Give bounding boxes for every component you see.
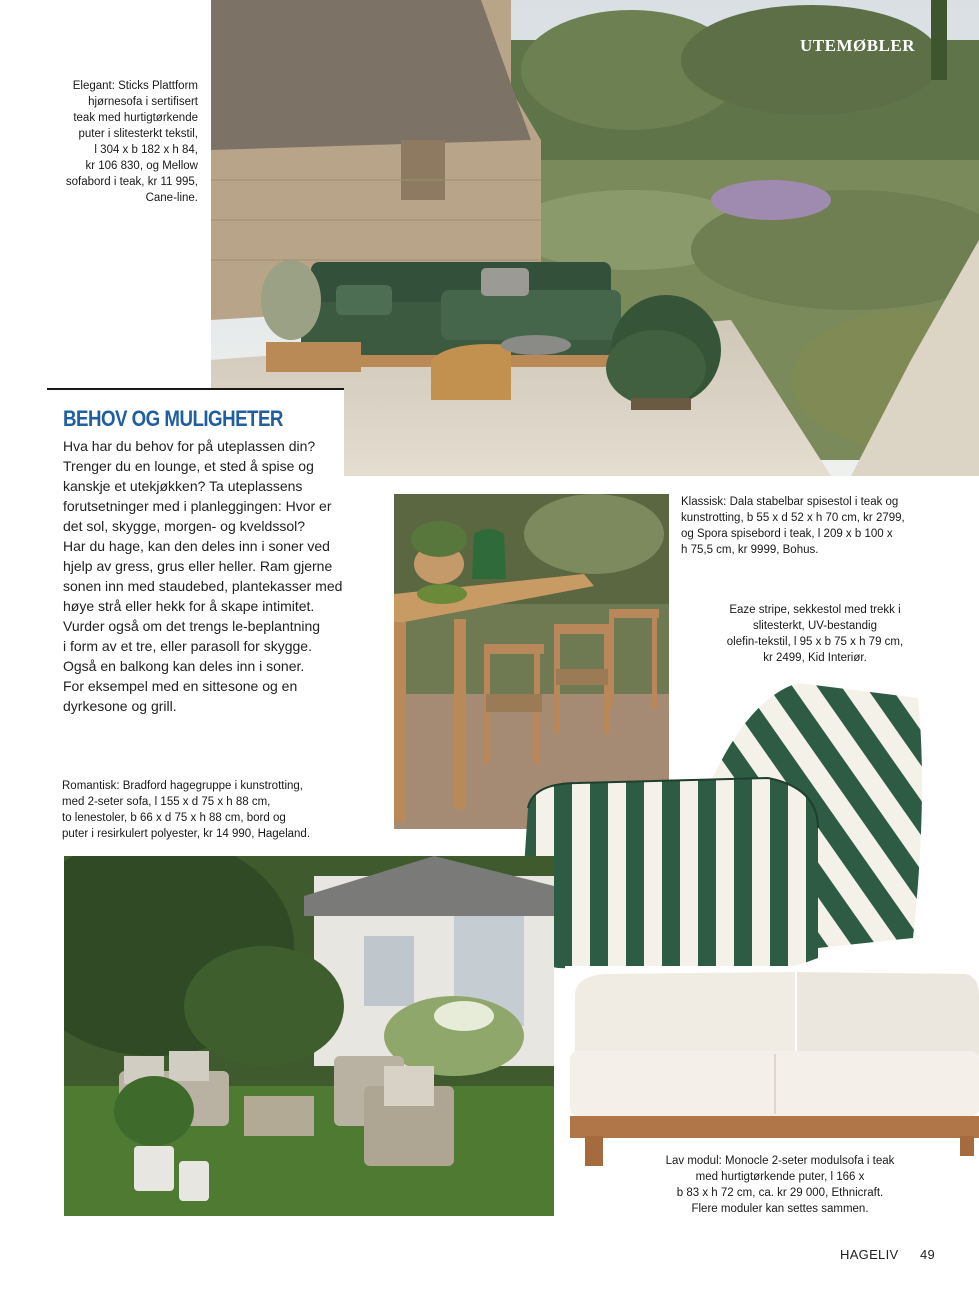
caption-line: slitesterkt, UV-bestandig bbox=[752, 620, 877, 632]
caption-line: sofabord i teak, kr 11 995, bbox=[65, 176, 198, 188]
caption-line: Eaze stripe, sekkestol med trekk i bbox=[729, 604, 901, 616]
article-line: det sol, skygge, morgen- og kveldssol? bbox=[63, 518, 306, 534]
caption-eaze bbox=[680, 602, 950, 666]
caption-line: Elegant: Sticks Plattform bbox=[72, 80, 198, 92]
article-line: Hva har du behov for på uteplassen din? bbox=[63, 438, 316, 454]
section-label: UTEMØBLER bbox=[800, 36, 916, 55]
article-heading: BEHOV OG MULIGHETER bbox=[63, 406, 283, 431]
caption-line: Lav modul: Monocle 2-seter modulsofa i teak bbox=[665, 1155, 895, 1167]
caption-line: hjørnesofa i sertifisert bbox=[88, 96, 198, 108]
caption-line: med 2-seter sofa, l 155 x d 75 x h 88 cm, bbox=[62, 796, 271, 808]
caption-line: og Spora spisebord i teak, l 209 x b 100 x bbox=[681, 528, 893, 540]
caption-klassisk bbox=[681, 494, 971, 558]
caption-line: kunstrotting, b 55 x d 52 x h 70 cm, kr 2799, bbox=[681, 512, 905, 524]
caption-line: Romantisk: Bradford hagegruppe i kunstrotting, bbox=[62, 780, 303, 792]
photo-monocle-sofa bbox=[565, 966, 979, 1170]
caption-elegant bbox=[40, 78, 198, 206]
caption-line: Flere moduler kan settes sammen. bbox=[691, 1203, 869, 1215]
article-line: hjelp av gress, grus eller heller. Ram gjerne bbox=[63, 558, 333, 574]
caption-line: h 75,5 cm, kr 9999, Bohus. bbox=[681, 544, 819, 556]
article-line: forutsetninger med i planleggingen: Hvor er bbox=[63, 498, 332, 514]
caption-line: Klassisk: Dala stabelbar spisestol i teak og bbox=[681, 496, 899, 508]
photo-eaze-beanbag bbox=[518, 678, 928, 978]
article-line: kanskje et utekjøkken? Ta uteplassens bbox=[63, 478, 303, 494]
caption-lav-modul bbox=[635, 1153, 925, 1217]
footer-page-number: 49 bbox=[920, 1247, 936, 1262]
article-body bbox=[63, 436, 344, 716]
caption-line: b 83 x h 72 cm, ca. kr 29 000, Ethnicraft. bbox=[676, 1187, 884, 1199]
caption-line: kr 106 830, og Mellow bbox=[85, 160, 198, 172]
article-line: Trenger du en lounge, et sted å spise og bbox=[63, 458, 314, 474]
caption-romantisk bbox=[62, 778, 362, 842]
caption-line: puter i slitesterkt tekstil, bbox=[78, 128, 198, 140]
caption-line: Cane-line. bbox=[145, 192, 198, 204]
article-line: dyrkesone og grill. bbox=[63, 698, 177, 714]
caption-line: puter i resirkulert polyester, kr 14 990, Hageland. bbox=[62, 828, 311, 840]
article-line: For eksempel med en sittesone og en bbox=[63, 678, 298, 694]
caption-line: to lenestoler, b 66 x d 75 x h 88 cm, bord og bbox=[62, 812, 286, 824]
caption-line: teak med hurtigtørkende bbox=[73, 112, 198, 124]
caption-line: kr 2499, Kid Interiør. bbox=[763, 652, 867, 664]
article-line: Vurder også om det trengs le-beplantning bbox=[63, 618, 321, 634]
footer-magazine-name: HAGELIV bbox=[840, 1247, 899, 1262]
article-box bbox=[47, 388, 344, 714]
caption-line: olefin-tekstil, l 95 x b 75 x h 79 cm, bbox=[726, 636, 904, 648]
article-line: i form av et tre, eller parasoll for skygge. bbox=[63, 638, 312, 654]
article-line: sonen inn med staudebed, plantekasser med bbox=[63, 578, 343, 594]
photo-bradford-garden-set bbox=[64, 856, 554, 1216]
article-line: høye strå eller hekk for å skape intimitet. bbox=[63, 598, 315, 614]
caption-line: med hurtigtørkende puter, l 166 x bbox=[695, 1171, 865, 1183]
article-line: Også en balkong kan deles inn i soner. bbox=[63, 658, 305, 674]
article-line: Har du hage, kan den deles inn i soner ved bbox=[63, 538, 330, 554]
caption-line: l 304 x b 182 x h 84, bbox=[94, 144, 198, 156]
